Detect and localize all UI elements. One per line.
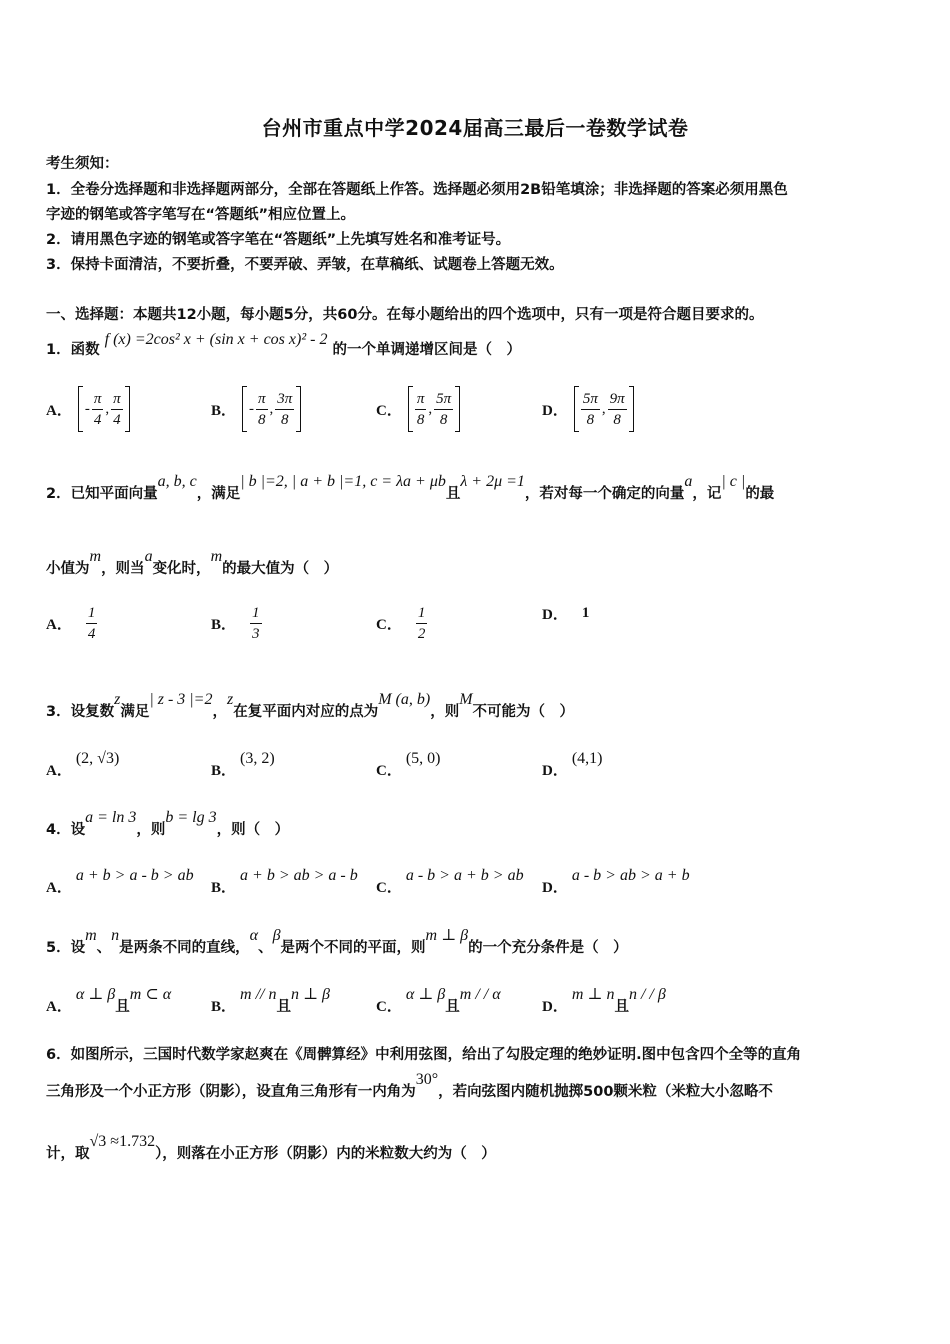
q3-t1: 满足 <box>120 704 150 720</box>
q4-option-d <box>542 867 690 897</box>
q4-option-value: a - b > ab > a + b <box>567 867 690 884</box>
q5-var-m: m <box>85 927 97 944</box>
q4-option-a <box>46 867 194 897</box>
q3-option-value: (4,1) <box>567 750 603 767</box>
notice-item-1b: 字迹的钢笔或答字笔写在“答题纸”相应位置上。 <box>46 207 356 223</box>
q5-option-b <box>211 986 330 1016</box>
q3-cond: | z - 3 |=2 <box>149 691 213 708</box>
question-2-line2 <box>46 548 339 578</box>
right-bracket-icon <box>296 386 301 432</box>
notice-heading: 考生须知： <box>46 156 119 172</box>
q3-var-z2: z <box>226 691 234 708</box>
q5-t5: 的一个充分条件是（ ） <box>468 940 628 956</box>
q4-option-label: B． <box>211 880 237 896</box>
q1-prefix: 1．函数 <box>46 342 100 358</box>
q6-l3b: ），则落在小正方形（阴影）内的米粒数大约为（ ） <box>155 1146 496 1162</box>
notice-item-1a: 1．全卷分选择题和非选择题两部分，全部在答题纸上作答。选择题必须用2B铅笔填涂；非选择题的答案必须用黑色 <box>46 182 788 198</box>
q3-option-c <box>376 750 441 780</box>
q3-option-value: (2, √3) <box>71 750 120 767</box>
q1-hi <box>608 389 627 430</box>
q3-option-label: C． <box>376 763 402 779</box>
q2-t2: 且 <box>445 486 461 502</box>
q4-option-label: A． <box>46 880 72 896</box>
q5-var-alpha: α <box>249 927 259 944</box>
q2-t3: ，若对每一个确定的向量 <box>524 486 685 502</box>
question-3 <box>46 691 575 721</box>
section-heading: 一、选择题：本题共12小题，每小题5分，共60分。在每小题给出的四个选项中，只有一项是符合题目要求的。 <box>46 307 764 323</box>
q3-option-label: D． <box>542 763 568 779</box>
q2-var-m2: m <box>210 548 223 565</box>
q5-option-and: 且 <box>115 998 130 1015</box>
q1-lo <box>415 389 427 430</box>
q1-hi-den: 8 <box>613 411 621 428</box>
q2-vars: a, b, c <box>157 473 197 490</box>
q1-hi <box>111 389 123 430</box>
left-bracket-icon <box>408 386 413 432</box>
q2-frac-num: 1 <box>86 603 98 624</box>
q1-option-b <box>211 386 301 432</box>
q1-hi-num: 3π <box>275 389 294 410</box>
q5-option-label: B． <box>211 999 237 1015</box>
q4-prefix: 4．设 <box>46 822 86 838</box>
q4-t2: ，则（ ） <box>216 822 290 838</box>
q5-option-p2: n ⊥ β <box>290 986 330 1003</box>
q3-option-value: (5, 0) <box>401 750 441 767</box>
notice-item-2: 2．请用黑色字迹的钢笔或答字笔在“答题纸”上先填写姓名和准考证号。 <box>46 232 511 248</box>
q1-interval <box>408 386 460 432</box>
question-6-line1: 6．如图所示，三国时代数学家赵爽在《周髀算经》中利用弦图，给出了勾股定理的绝妙证明.图中包含四个全等的直角 <box>46 1047 802 1063</box>
q4-option-value: a + b > a - b > ab <box>71 867 194 884</box>
q1-interval <box>78 386 130 432</box>
q1-option-label: B． <box>211 402 237 419</box>
q4-option-label: C． <box>376 880 402 896</box>
q2-option-d <box>542 603 589 624</box>
q1-lo-num: π <box>256 389 268 410</box>
q2-cond2: λ + 2μ =1 <box>460 473 525 490</box>
q5-t3: 、 <box>258 940 273 956</box>
q1-hi-num: 5π <box>434 389 453 410</box>
q6-l3a: 计，取 <box>46 1146 90 1162</box>
q2-option-label: D． <box>542 607 568 623</box>
question-1 <box>46 331 522 359</box>
q3-point: M (a, b) <box>378 691 431 708</box>
q3-t4: ，则 <box>430 704 460 720</box>
q1-lo <box>256 389 268 430</box>
q5-option-and: 且 <box>276 998 291 1015</box>
q2-var-m: m <box>89 548 102 565</box>
q1-option-d <box>542 386 634 432</box>
q6-angle: 30° <box>415 1071 439 1088</box>
q5-option-label: A． <box>46 999 72 1015</box>
q1-hi-den: 8 <box>439 411 448 428</box>
q5-option-and: 且 <box>614 998 629 1015</box>
q1-lo-den: 4 <box>93 411 102 428</box>
notice-item-3: 3．保持卡面清洁，不要折叠，不要弄破、弄皱，在草稿纸、试题卷上答题无效。 <box>46 257 564 273</box>
right-bracket-icon <box>455 386 460 432</box>
q4-option-b <box>211 867 358 897</box>
q2-l2a: 小值为 <box>46 561 90 577</box>
q1-lo-den: 8 <box>416 411 425 428</box>
q1-lo-sign: - <box>84 400 90 417</box>
q2-t4: ，记 <box>692 486 722 502</box>
q1-lo-num: π <box>415 389 427 410</box>
q5-t4: 是两个不同的平面，则 <box>280 940 426 956</box>
q1-lo-sign: - <box>249 400 255 417</box>
q1-option-a <box>46 386 130 432</box>
q3-option-value: (3, 2) <box>236 750 275 767</box>
q5-option-label: C． <box>376 999 402 1015</box>
q2-frac-den: 4 <box>87 626 96 642</box>
right-bracket-icon <box>125 386 130 432</box>
q3-t3: 在复平面内对应的点为 <box>233 704 379 720</box>
q1-hi-den: 8 <box>281 411 289 428</box>
q4-option-label: D． <box>542 880 568 896</box>
q4-option-value: a + b > ab > a - b <box>236 867 358 884</box>
q3-option-label: A． <box>46 763 72 779</box>
left-bracket-icon <box>242 386 247 432</box>
q3-t2: ， <box>212 704 227 720</box>
right-bracket-icon <box>629 386 634 432</box>
q5-t2: 是两条不同的直线， <box>119 940 250 956</box>
question-5 <box>46 927 628 957</box>
q3-option-d <box>542 750 603 780</box>
q1-hi-den: 4 <box>113 411 121 428</box>
q2-frac <box>416 603 428 644</box>
q1-comma: , <box>269 400 274 417</box>
q2-l2b: ，则当 <box>101 561 145 577</box>
q1-hi-num: π <box>111 389 123 410</box>
q1-lo-den: 8 <box>586 411 595 428</box>
q2-abs-c: | c | <box>721 473 746 490</box>
q1-comma: , <box>601 400 606 417</box>
q1-comma: , <box>105 400 110 417</box>
q3-var-M: M <box>459 691 473 708</box>
q1-hi-num: 9π <box>608 389 627 410</box>
q5-option-p1: α ⊥ β <box>71 986 116 1003</box>
q3-option-b <box>211 750 275 780</box>
q2-var-a: a <box>684 473 693 490</box>
question-4 <box>46 809 290 839</box>
question-2-line1 <box>46 473 775 503</box>
q5-option-p1: α ⊥ β <box>401 986 446 1003</box>
q2-prefix: 2．已知平面向量 <box>46 486 158 502</box>
q2-cond: | b |=2, | a + b |=1, c = λa + μb <box>240 473 446 490</box>
q2-frac-num: 1 <box>250 603 262 624</box>
q1-lo-den: 8 <box>258 411 266 428</box>
q4-t1: ，则 <box>136 822 166 838</box>
q1-option-label: C． <box>376 402 402 419</box>
q3-prefix: 3．设复数 <box>46 704 115 720</box>
q3-var-z: z <box>114 691 121 708</box>
q5-var-beta: β <box>272 927 281 944</box>
q5-option-p1: m ⊥ n <box>567 986 615 1003</box>
q5-option-p2: m / / α <box>459 986 501 1003</box>
q1-hi <box>275 389 294 430</box>
q4-option-c <box>376 867 524 897</box>
q2-frac-num: 1 <box>416 603 428 624</box>
q3-t5: 不可能为（ ） <box>472 704 575 720</box>
q5-option-p2: m ⊂ α <box>129 986 172 1003</box>
page-title: 台州市重点中学2024届高三最后一卷数学试卷 <box>261 116 689 140</box>
q2-option-b <box>211 603 262 644</box>
q1-lo-num: π <box>92 389 104 410</box>
q6-l2a: 三角形及一个小正方形（阴影），设直角三角形有一内角为 <box>46 1084 416 1100</box>
q5-option-p1: m // n <box>236 986 277 1003</box>
q1-option-label: A． <box>46 402 72 419</box>
q5-option-label: D． <box>542 999 568 1015</box>
q3-option-a <box>46 750 120 780</box>
q1-lo-num: 5π <box>581 389 600 410</box>
q5-option-c <box>376 986 501 1016</box>
q1-comma: , <box>428 400 433 417</box>
q1-formula: f (x) =2cos² x + (sin x + cos x)² - 2 <box>104 331 328 348</box>
q1-interval <box>242 386 301 432</box>
q6-approx: √3 ≈1.732 <box>89 1133 156 1150</box>
question-6-line2 <box>46 1071 773 1101</box>
q5-option-p2: n / / β <box>628 986 666 1003</box>
q2-frac <box>86 603 98 644</box>
q5-option-d <box>542 986 666 1016</box>
q5-option-and: 且 <box>445 998 460 1015</box>
q5-var-n: n <box>111 927 120 944</box>
q1-lo <box>581 389 600 430</box>
q2-frac-den: 2 <box>417 626 426 642</box>
left-bracket-icon <box>78 386 83 432</box>
q4-a-def: a = ln 3 <box>85 809 137 826</box>
q1-lo <box>92 389 104 430</box>
q5-t1: 、 <box>96 940 112 956</box>
question-6-line3 <box>46 1133 496 1163</box>
q2-option-label: C． <box>376 617 402 633</box>
q1-suffix: 的一个单调递增区间是（ ） <box>332 342 522 358</box>
q4-option-value: a - b > a + b > ab <box>401 867 524 884</box>
q5-cond: m ⊥ β <box>425 927 469 944</box>
q2-frac <box>250 603 262 644</box>
q2-l2c: 变化时， <box>152 561 211 577</box>
q2-frac-den: 3 <box>252 626 260 642</box>
q6-l2b: ，若向弦图内随机抛掷500颗米粒（米粒大小忽略不 <box>438 1084 773 1100</box>
q2-t5: 的最 <box>745 486 775 502</box>
left-bracket-icon <box>574 386 579 432</box>
q2-t1: ，满足 <box>196 486 241 502</box>
q2-option-label: B． <box>211 617 237 633</box>
q4-b-def: b = lg 3 <box>165 809 217 826</box>
q5-prefix: 5．设 <box>46 940 86 956</box>
q5-option-a <box>46 986 172 1016</box>
q2-var-a2: a <box>144 548 153 565</box>
q2-l2d: 的最大值为（ ） <box>222 561 339 577</box>
q2-option-value: 1 <box>581 605 590 621</box>
q2-option-c <box>376 603 427 644</box>
q1-hi <box>434 389 453 430</box>
q1-interval <box>574 386 634 432</box>
q2-option-label: A． <box>46 617 72 633</box>
q1-option-c <box>376 386 460 432</box>
q2-option-a <box>46 603 97 644</box>
q1-option-label: D． <box>542 402 568 419</box>
q3-option-label: B． <box>211 763 237 779</box>
